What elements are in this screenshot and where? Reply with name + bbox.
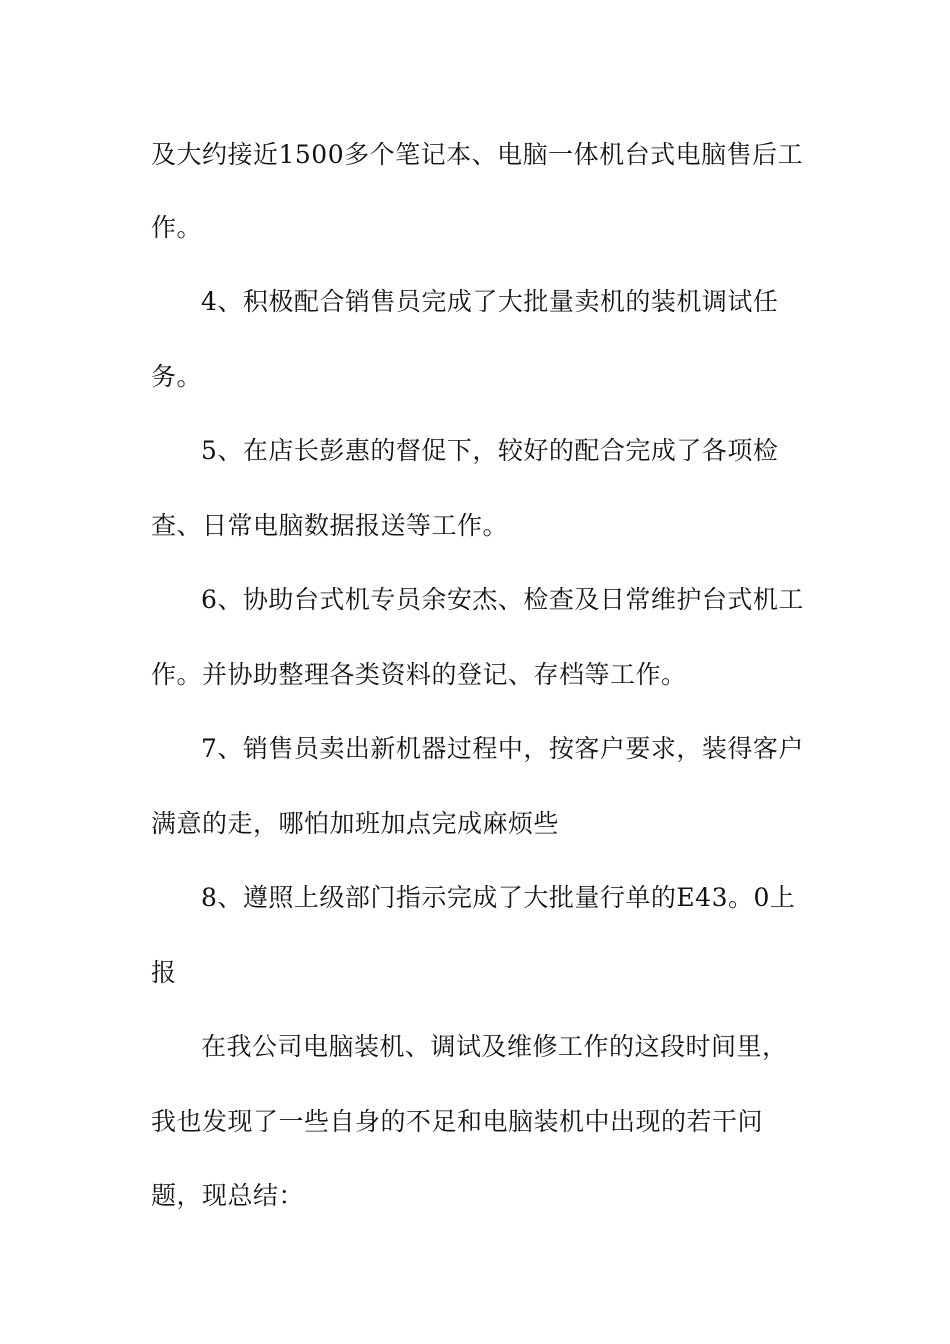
text-line: 务。 — [151, 362, 203, 391]
text-line: 报 — [151, 958, 177, 987]
list-item-6: 6、协助台式机专员余安杰、检查及日常维护台式机工 — [201, 585, 804, 614]
text-line: 作。并协助整理各类资料的登记、存档等工作。 — [151, 660, 687, 689]
list-item-8: 8、遵照上级部门指示完成了大批量行单的E43。0上 — [201, 883, 796, 912]
text-line: 作。 — [151, 213, 203, 242]
paragraph-start: 在我公司电脑装机、调试及维修工作的这段时间里， — [201, 1032, 788, 1061]
list-item-4: 4、积极配合销售员完成了大批量卖机的装机调试任 — [201, 287, 779, 316]
text-line: 满意的走，哪怕加班加点完成麻烦些 — [151, 809, 560, 838]
list-item-5: 5、在店长彭惠的督促下，较好的配合完成了各项检 — [201, 436, 779, 465]
text-line: 题，现总结： — [151, 1181, 305, 1210]
text-line: 及大约接近1500多个笔记本、电脑一体机台式电脑售后工 — [151, 140, 804, 169]
text-line: 查、日常电脑数据报送等工作。 — [151, 511, 509, 540]
list-item-7: 7、销售员卖出新机器过程中，按客户要求，装得客户 — [201, 734, 804, 763]
text-line: 我也发现了一些自身的不足和电脑装机中出现的若干问 — [151, 1107, 764, 1136]
